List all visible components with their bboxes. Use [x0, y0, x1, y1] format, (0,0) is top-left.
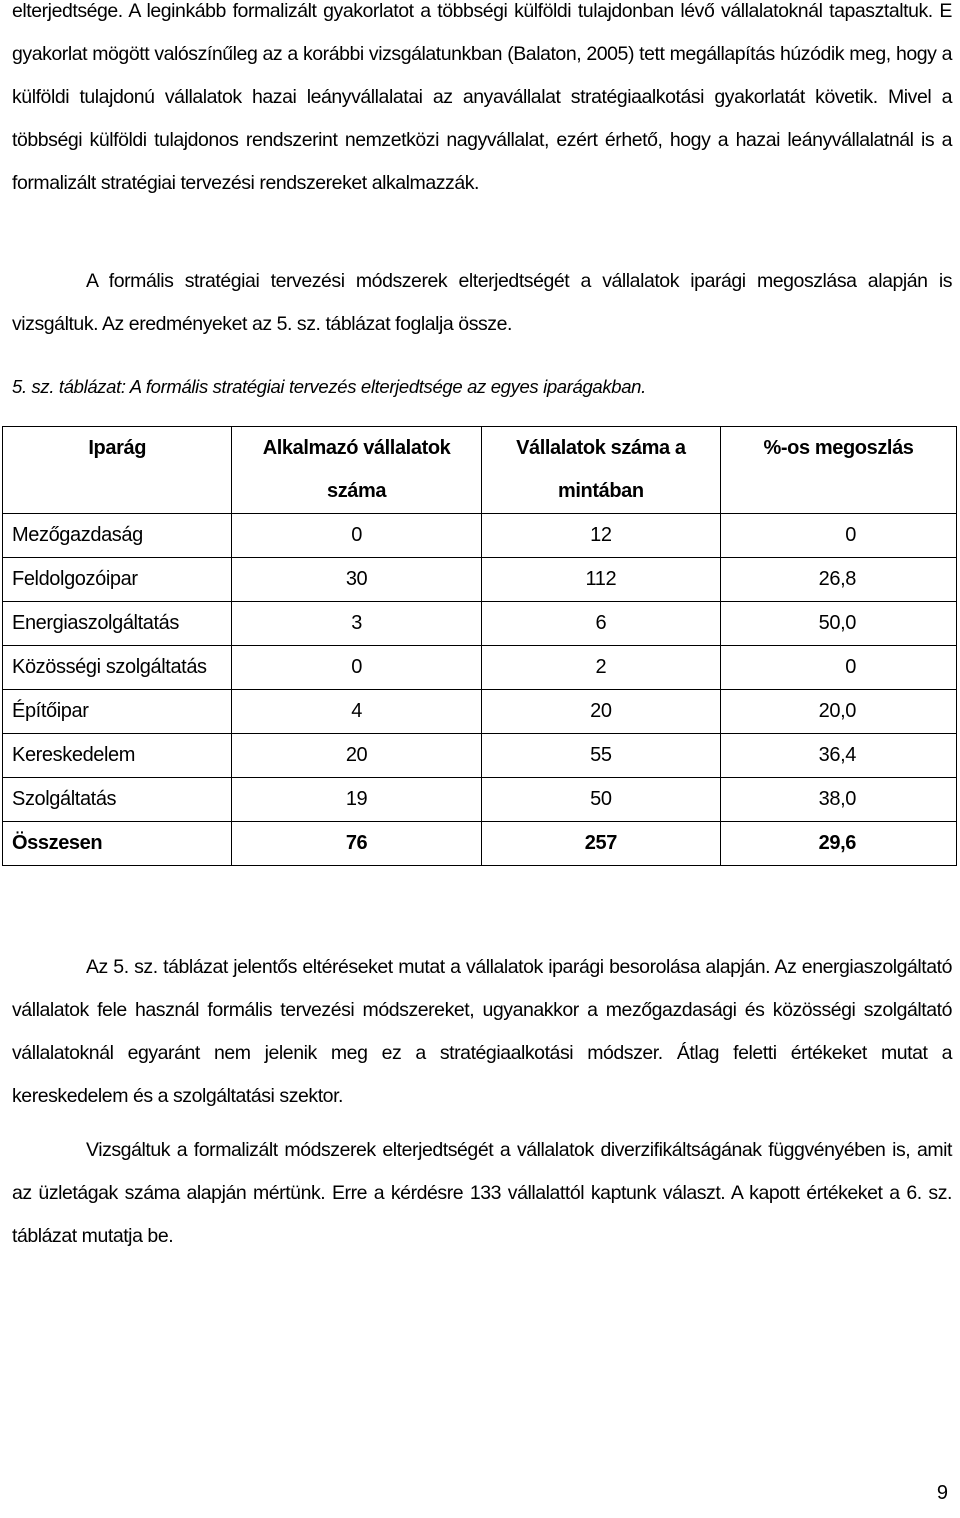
- cell-industry: Kereskedelem: [3, 734, 232, 778]
- cell-percentage: 20,0: [721, 690, 957, 734]
- paragraph-table-discussion: Az 5. sz. táblázat jelentős eltéréseket mutat a vállalatok iparági besorolása alapján. Az energiaszolgáltató vállalatok fele használ formális tervezési módszereket, ugyanakkor a mezőgazdasági és közösségi szolgáltató vállalatoknál egyaránt nem jelenik meg ez a stratégiaalkotási módszer. Átlag feletti értékeket mutat a kereskedelem és a szolgáltatási szektor.: [12, 956, 952, 1107]
- table-row: [3, 690, 957, 734]
- industry-table: [2, 426, 957, 866]
- cell-industry: Építőipar: [3, 690, 232, 734]
- cell-applying: 0: [232, 514, 481, 558]
- cell-sample: 12: [481, 514, 720, 558]
- paragraph-diversification: Vizsgáltuk a formalizált módszerek elterjedtségét a vállalatok diverzifikáltságának függvényében is, amit az üzletágak száma alapján mértünk. Erre a kérdésre 133 vállalattól kaptunk választ. A kapott értékeket a 6. sz. táblázat mutatja be.: [12, 1139, 952, 1247]
- cell-applying: 4: [232, 690, 481, 734]
- table-total-row: [3, 822, 957, 866]
- table-row: [3, 602, 957, 646]
- table-row: [3, 734, 957, 778]
- cell-sample: 55: [481, 734, 720, 778]
- cell-applying: 0: [232, 646, 481, 690]
- paragraph-ownership: elterjedtsége. A leginkább formalizált gyakorlatot a többségi külföldi tulajdonban lévő vállalatoknál tapasztaltuk. E gyakorlat mögött valószínűleg az a korábbi vizsgálatunkban (Balaton, 2005) tett megállapítás húzódik meg, hogy a külföldi tulajdonú vállalatok hazai leányvállalatai az anyavállalat stratégiaalkotási gyakorlatát követik. Mivel a többségi külföldi tulajdonos rendszerint nemzetközi nagyvállalat, ezért érhető, hogy a hazai leányvállalatnál is a formalizált stratégiai tervezési rendszereket alkalmazzák.: [12, 0, 952, 194]
- table-row: [3, 558, 957, 602]
- cell-industry: Közösségi szolgáltatás: [3, 646, 232, 690]
- cell-sample: 50: [481, 778, 720, 822]
- cell-total-label: Összesen: [3, 822, 232, 866]
- table-row: [3, 778, 957, 822]
- table-row: [3, 514, 957, 558]
- header-percentage: %-os megoszlás: [721, 427, 957, 514]
- cell-total-percentage: 29,6: [721, 822, 957, 866]
- cell-percentage: 26,8: [721, 558, 957, 602]
- cell-sample: 6: [481, 602, 720, 646]
- cell-industry: Szolgáltatás: [3, 778, 232, 822]
- cell-percentage: 50,0: [721, 602, 957, 646]
- cell-industry: Feldolgozóipar: [3, 558, 232, 602]
- page-number: 9: [936, 1482, 948, 1504]
- cell-industry: Energiaszolgáltatás: [3, 602, 232, 646]
- cell-sample: 20: [481, 690, 720, 734]
- cell-sample: 112: [481, 558, 720, 602]
- cell-total-applying: 76: [232, 822, 481, 866]
- cell-total-sample: 257: [481, 822, 720, 866]
- paragraph-industry-intro: A formális stratégiai tervezési módszerek elterjedtségét a vállalatok iparági megoszlása alapján is vizsgáltuk. Az eredményeket az 5. sz. táblázat foglalja össze.: [12, 270, 952, 335]
- cell-applying: 30: [232, 558, 481, 602]
- table-header-row: [3, 427, 957, 514]
- table-row: [3, 646, 957, 690]
- cell-applying: 20: [232, 734, 481, 778]
- cell-percentage: 0: [721, 514, 957, 558]
- cell-industry: Mezőgazdaság: [3, 514, 232, 558]
- table-caption: 5. sz. táblázat: A formális stratégiai tervezés elterjedtsége az egyes iparágakban.: [12, 376, 646, 397]
- cell-sample: 2: [481, 646, 720, 690]
- header-sample-companies: Vállalatok száma a mintában: [481, 427, 720, 514]
- cell-percentage: 36,4: [721, 734, 957, 778]
- cell-percentage: 0: [721, 646, 957, 690]
- cell-percentage: 38,0: [721, 778, 957, 822]
- cell-applying: 19: [232, 778, 481, 822]
- cell-applying: 3: [232, 602, 481, 646]
- header-applying-companies: Alkalmazó vállalatok száma: [232, 427, 481, 514]
- header-industry: Iparág: [3, 427, 232, 514]
